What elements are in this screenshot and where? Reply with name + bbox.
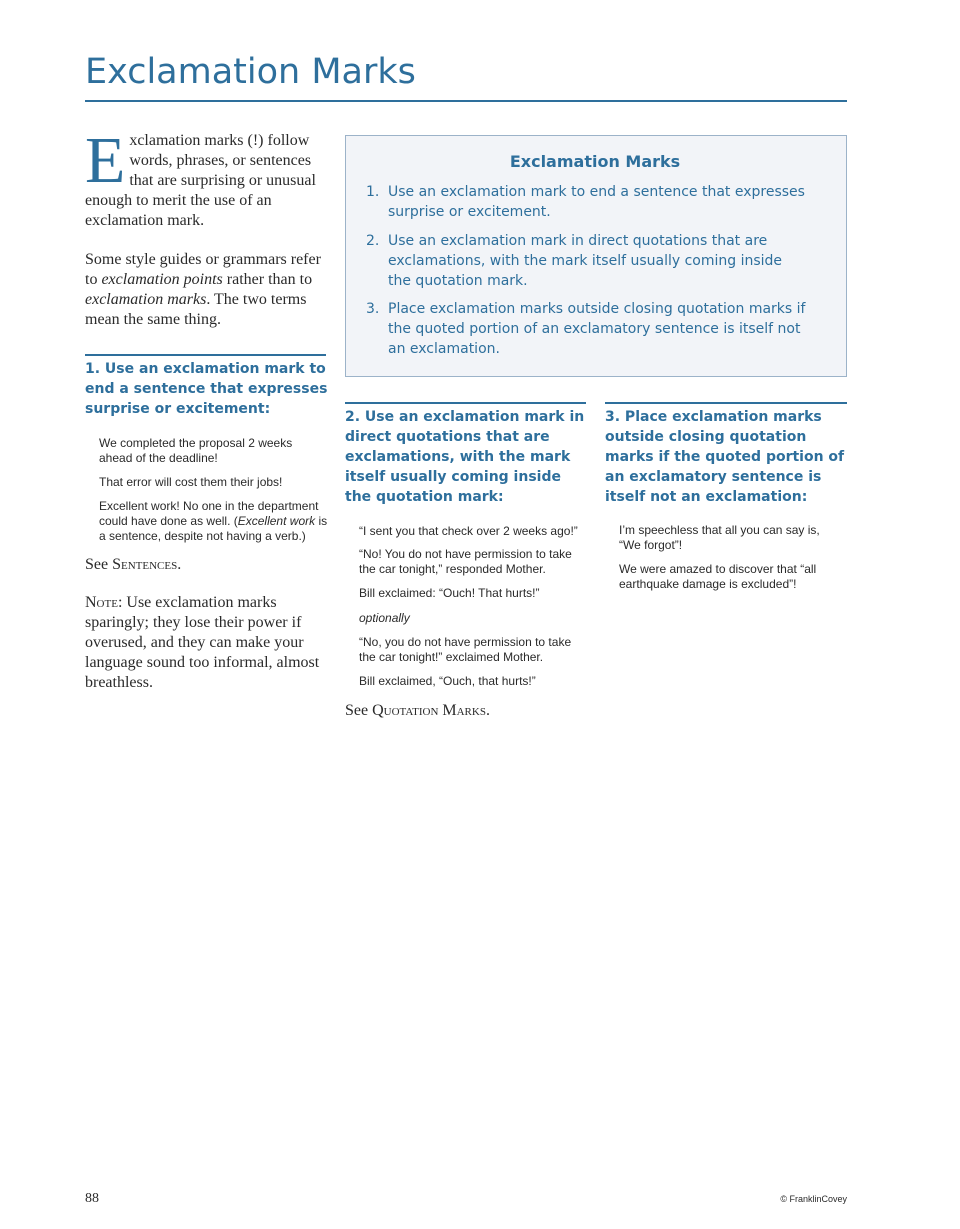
example-emphasis: Excellent work	[237, 514, 316, 528]
terminology-paragraph	[85, 250, 330, 330]
rule2-divider	[345, 402, 586, 404]
rule3-example-2: We were amazed to discover that “all earthquake damage is excluded”!	[619, 562, 817, 591]
terminology-text: . The two terms mean the same thing.	[85, 291, 307, 328]
page-number: 88	[85, 1191, 99, 1206]
see-quotation-marks	[345, 701, 490, 721]
item-number: 1.	[366, 184, 380, 200]
intro-paragraph	[85, 124, 330, 231]
see-end: .	[177, 556, 182, 573]
rule1-divider	[85, 354, 326, 356]
cross-reference-link[interactable]: Sentences	[112, 556, 178, 573]
item-number: 3.	[366, 301, 380, 317]
rule2-example-4: “No, you do not have permission to take the car tonight!” exclaimed Mother.	[359, 635, 572, 664]
term-points: exclamation points	[101, 271, 223, 288]
rule1-example-1: We completed the proposal 2 weeks ahead of the deadline!	[99, 436, 293, 465]
terminology-text: Some style guides or grammars refer to	[85, 251, 321, 288]
example-text: is a sentence, despite not having a verb.)	[99, 514, 328, 543]
note-text: : Use exclamation marks sparingly; they lose their power if overused, and they can make your language sound too informal, almost breathless.	[85, 594, 320, 691]
rule3-heading: 3. Place exclamation marks outside closing quotation marks if the quoted portion of an exclamatory sentence is itself not an exclamation:	[605, 409, 845, 505]
note-paragraph	[85, 593, 325, 693]
rule1-example-2: That error will cost them their jobs!	[99, 475, 283, 489]
page-title: Exclamation Marks	[85, 52, 416, 92]
see-end: .	[485, 702, 490, 719]
rule1-heading: 1. Use an exclamation mark to end a sentence that expresses surprise or excitement:	[85, 361, 328, 417]
cross-reference-link[interactable]: Quotation Marks	[372, 702, 486, 719]
rule2-example-2: “No! You do not have permission to take the car tonight,” responded Mother.	[359, 547, 572, 576]
item-text: Use an exclamation mark to end a sentence that expresses surprise or excitement.	[388, 184, 805, 220]
rule2-heading: 2. Use an exclamation mark in direct quotations that are exclamations, with the mark itself usually coming inside the quotation mark:	[345, 409, 585, 505]
title-divider	[85, 100, 847, 102]
copyright: © FranklinCovey	[780, 1194, 847, 1204]
rule3-example-1: I’m speechless that all you can say is, “We forgot”!	[619, 523, 820, 552]
rule1-example-3	[99, 499, 329, 544]
rule2-example-5: Bill exclaimed, “Ouch, that hurts!”	[359, 674, 536, 688]
summary-item-1	[366, 182, 806, 222]
item-text: Place exclamation marks outside closing quotation marks if the quoted portion of an exclamatory sentence is itself not an exclamation.	[388, 301, 806, 357]
rule2-example-3: Bill exclaimed: “Ouch! That hurts!”	[359, 586, 540, 600]
summary-item-3	[366, 299, 806, 359]
term-marks: exclamation marks	[85, 291, 207, 308]
item-number: 2.	[366, 233, 380, 249]
see-sentences	[85, 555, 181, 575]
drop-cap: E	[85, 124, 126, 197]
summary-item-2	[366, 231, 806, 291]
note-label: Note	[85, 594, 118, 611]
terminology-text: rather than to	[222, 271, 313, 288]
summary-box-title: Exclamation Marks	[509, 152, 681, 171]
intro-text: xclamation marks (!) follow words, phrases, or sentences that are surprising or unusual enough to merit the use of an exclamation mark.	[85, 132, 316, 229]
optionally-label: optionally	[359, 611, 410, 625]
see-label: See	[345, 702, 373, 719]
example-text: Excellent work! No one in the department could have done as well. (	[99, 499, 319, 528]
see-label: See	[85, 556, 113, 573]
rule3-divider	[605, 402, 847, 404]
rule2-example-1: “I sent you that check over 2 weeks ago!”	[359, 524, 578, 538]
item-text: Use an exclamation mark in direct quotations that are exclamations, with the mark itself usually coming inside the quotation mark.	[388, 233, 783, 289]
